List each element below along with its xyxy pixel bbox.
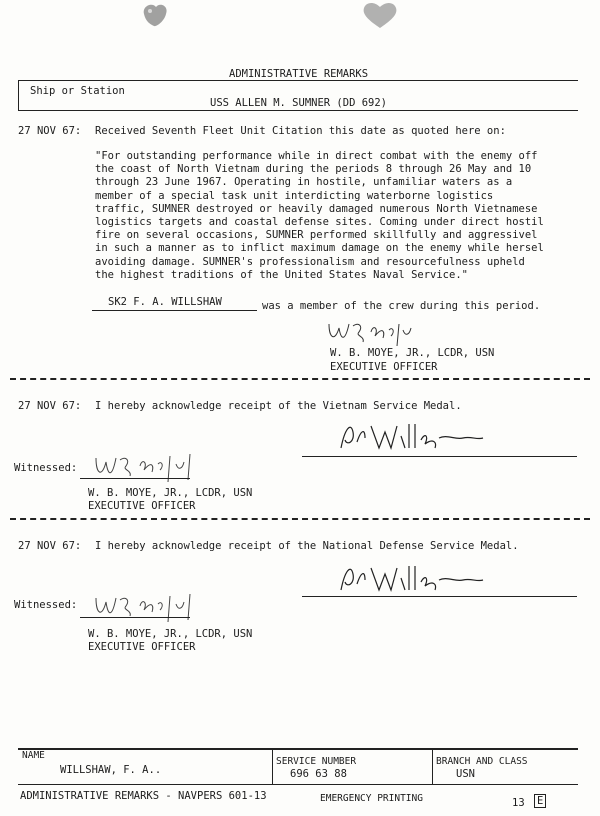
name-label: NAME bbox=[22, 750, 45, 761]
ack1-officer-title: EXECUTIVE OFFICER bbox=[88, 500, 196, 512]
crew-member-name: SK2 F. A. WILLSHAW bbox=[108, 296, 222, 308]
ack2-date: 27 NOV 67: bbox=[18, 540, 82, 552]
citation-date: 27 NOV 67: bbox=[18, 125, 82, 137]
ack2-officer-name: W. B. MOYE, JR., LCDR, USN bbox=[88, 628, 253, 640]
officer-name-1: W. B. MOYE, JR., LCDR, USN bbox=[330, 347, 495, 359]
service-number-label: SERVICE NUMBER bbox=[276, 756, 357, 767]
quote-line: fire on several occasions, SUMNER performed skillfully and aggressivel bbox=[95, 229, 538, 242]
branch-class-value: USN bbox=[456, 768, 475, 780]
crew-member-underline bbox=[92, 310, 257, 311]
recipient-signature-1 bbox=[335, 418, 485, 454]
witness-signature-line-2 bbox=[80, 617, 190, 618]
ack2-witnessed-label: Witnessed: bbox=[14, 599, 78, 611]
header-left-border bbox=[18, 80, 19, 110]
footer-divider-1 bbox=[272, 748, 273, 784]
quote-line: through 23 June 1967. Operating in hostile, unfamiliar waters as a bbox=[95, 176, 513, 189]
ship-label: Ship or Station bbox=[30, 85, 125, 97]
ship-value: USS ALLEN M. SUMNER (DD 692) bbox=[210, 97, 388, 109]
quote-line: traffic, SUMNER destroyed or heavily damaged numerous North Vietnamese bbox=[95, 202, 538, 215]
quote-line: the highest traditions of the United States Naval Service." bbox=[95, 268, 468, 281]
section-divider-1 bbox=[10, 378, 590, 380]
officer-title-1: EXECUTIVE OFFICER bbox=[330, 361, 438, 373]
ink-stain-icon bbox=[140, 2, 170, 32]
form-title: ADMINISTRATIVE REMARKS bbox=[229, 68, 369, 80]
printing-label: EMERGENCY PRINTING bbox=[320, 793, 423, 804]
recipient-signature-line-2 bbox=[302, 596, 577, 597]
ack1-date: 27 NOV 67: bbox=[18, 400, 82, 412]
ack1-text: I hereby acknowledge receipt of the Vietnam Service Medal. bbox=[95, 400, 462, 412]
branch-class-label: BRANCH AND CLASS bbox=[436, 756, 528, 767]
witness-signature-2 bbox=[92, 590, 202, 624]
footer-divider-2 bbox=[432, 748, 433, 784]
recipient-signature-2 bbox=[335, 560, 485, 596]
ack1-officer-name: W. B. MOYE, JR., LCDR, USN bbox=[88, 487, 253, 499]
service-number-value: 696 63 88 bbox=[290, 768, 347, 780]
heart-stain-icon bbox=[360, 0, 400, 34]
recipient-signature-line-1 bbox=[302, 456, 577, 457]
quote-line: "For outstanding performance while in direct combat with the enemy off bbox=[95, 150, 538, 162]
quote-line: the coast of North Vietnam during the periods 8 through 26 May and 10 bbox=[95, 163, 532, 176]
crew-statement: was a member of the crew during this period. bbox=[262, 300, 541, 312]
footer-top-rule bbox=[18, 748, 578, 750]
page-mark: E bbox=[534, 794, 546, 808]
ack2-text: I hereby acknowledge receipt of the National Defense Service Medal. bbox=[95, 540, 519, 552]
officer-signature-1 bbox=[325, 318, 415, 348]
ack1-witnessed-label: Witnessed: bbox=[14, 462, 78, 474]
ack2-officer-title: EXECUTIVE OFFICER bbox=[88, 641, 196, 653]
name-value: WILLSHAW, F. A.. bbox=[60, 764, 162, 776]
quote-line: avoiding damage. SUMNER's professionalism and resourcefulness upheld bbox=[95, 255, 525, 268]
form-label: ADMINISTRATIVE REMARKS - NAVPERS 601-13 bbox=[20, 790, 267, 802]
witness-signature-line-1 bbox=[80, 478, 190, 479]
section-divider-2 bbox=[10, 518, 590, 520]
citation-intro: Received Seventh Fleet Unit Citation this date as quoted here on: bbox=[95, 125, 506, 137]
footer-mid-rule bbox=[18, 784, 578, 785]
page-number: 13 bbox=[512, 797, 525, 809]
header-bottom-rule bbox=[18, 110, 578, 111]
quote-line: logistics targets and coastal defense sites. Coming under direct hostil bbox=[95, 216, 544, 228]
quote-line: member of a special task unit interdicting waterborne logistics bbox=[95, 189, 494, 202]
header-rule bbox=[18, 80, 578, 81]
quote-line: in such a manner as to inflict maximum damage on the enemy while hersel bbox=[95, 242, 544, 255]
